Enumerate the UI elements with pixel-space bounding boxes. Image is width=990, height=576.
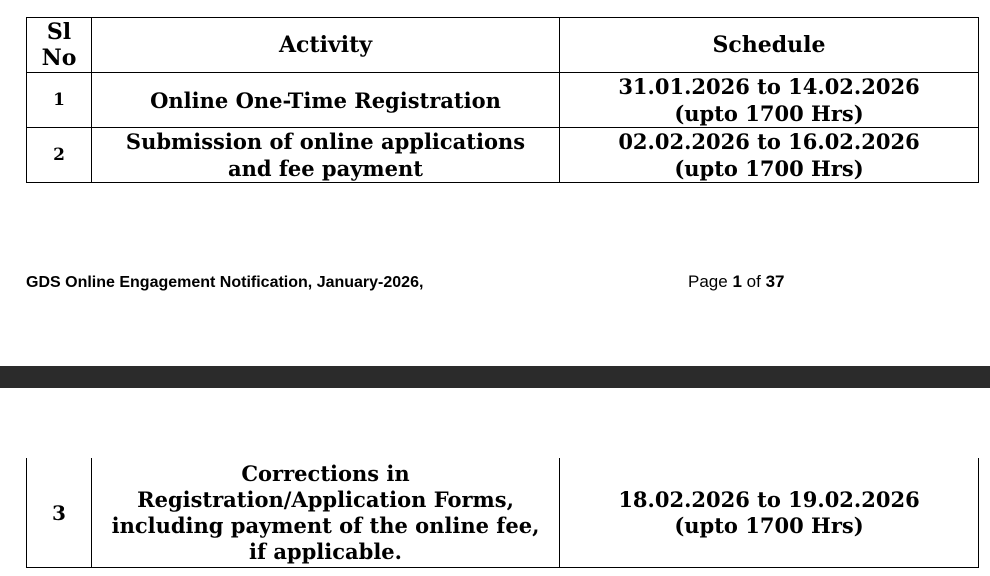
schedule-time: (upto 1700 Hrs) xyxy=(674,101,864,126)
schedule-table-continued xyxy=(26,458,979,568)
row-sl: 3 xyxy=(27,458,92,568)
activity-line: Corrections in xyxy=(241,460,410,486)
schedule-dates: 02.02.2026 to 16.02.2026 xyxy=(618,129,920,154)
header-activity: Activity xyxy=(92,18,560,73)
schedule-dates: 18.02.2026 to 19.02.2026 xyxy=(618,486,920,512)
table-row xyxy=(27,73,979,128)
row-activity xyxy=(92,458,560,568)
schedule-dates: 31.01.2026 to 14.02.2026 xyxy=(618,74,920,99)
activity-line: if applicable. xyxy=(249,538,402,564)
activity-line: Registration/Application Forms, xyxy=(137,486,514,512)
activity-line: Submission of online applications xyxy=(125,129,526,154)
schedule-table xyxy=(26,17,979,183)
footer-title: GDS Online Engagement Notification, January-2026, xyxy=(26,274,424,291)
page-number xyxy=(688,272,784,292)
row-sl: 1 xyxy=(27,73,92,128)
header-schedule: Schedule xyxy=(560,18,979,73)
page-prefix: Page xyxy=(688,272,728,291)
header-sl-no: Sl No xyxy=(27,18,92,73)
page-current: 1 xyxy=(732,272,742,291)
table-header-row xyxy=(27,18,979,73)
row-schedule xyxy=(560,458,979,568)
table-row xyxy=(27,128,979,183)
row-sl: 2 xyxy=(27,128,92,183)
schedule-time: (upto 1700 Hrs) xyxy=(674,156,864,181)
activity-line: including payment of the online fee, xyxy=(111,512,540,538)
row-schedule xyxy=(560,128,979,183)
table-row xyxy=(27,458,979,568)
page-separator xyxy=(0,366,990,388)
activity-line: and fee payment xyxy=(228,156,423,181)
schedule-time: (upto 1700 Hrs) xyxy=(674,512,864,538)
page-of: of xyxy=(746,272,761,291)
page-total: 37 xyxy=(765,272,785,291)
row-activity xyxy=(92,128,560,183)
row-schedule xyxy=(560,73,979,128)
row-activity: Online One-Time Registration xyxy=(92,73,560,128)
